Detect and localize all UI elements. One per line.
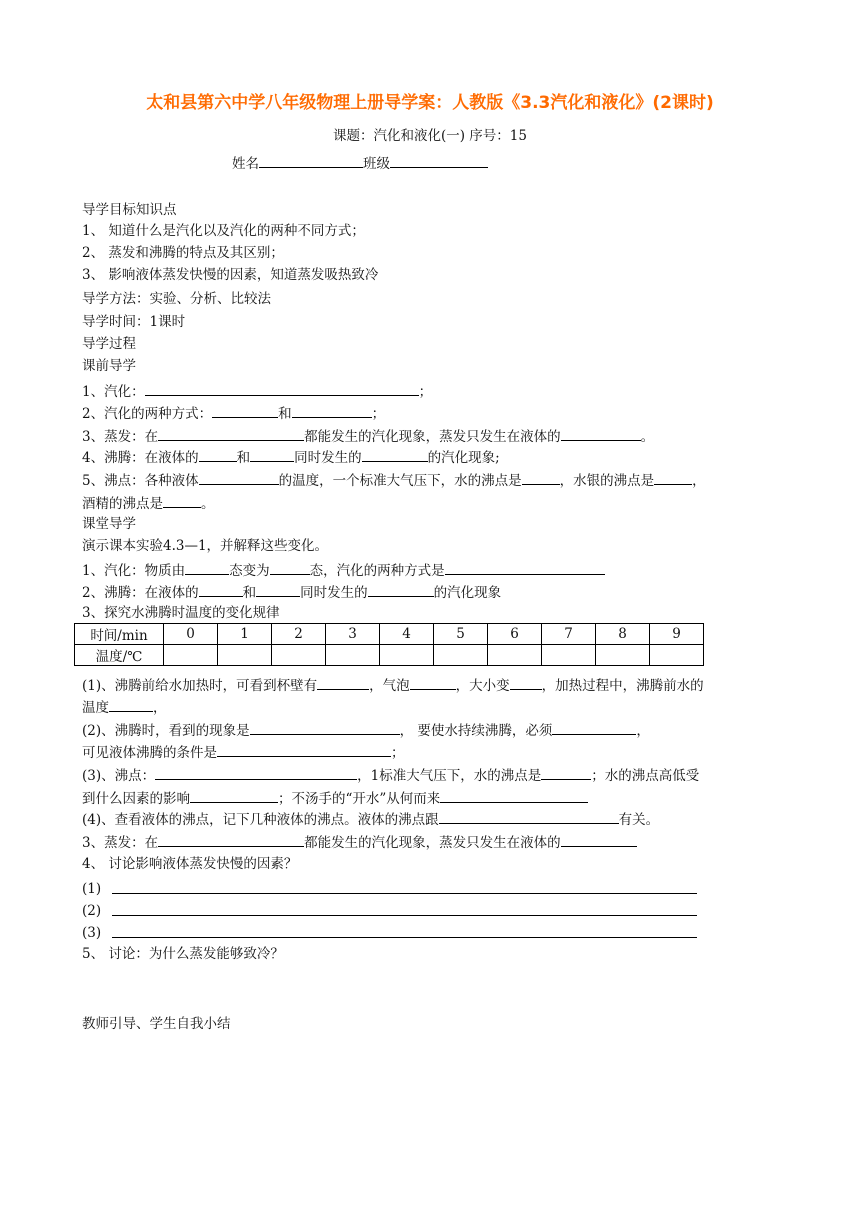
observation-2: (2)、沸腾时，看到的现象是 ， 要使水持续沸腾，必须 ， <box>82 720 650 740</box>
document-title: 太和县第六中学八年级物理上册导学案：人教版《3.3汽化和液化》(2课时) <box>146 93 714 113</box>
class-label: 班级 <box>363 156 390 172</box>
time-header: 时间/min <box>75 624 164 645</box>
temperature-cell[interactable] <box>434 645 488 666</box>
answer-blank[interactable] <box>190 788 278 803</box>
answer-blank[interactable] <box>199 447 237 462</box>
time-cell: 9 <box>650 624 704 645</box>
pre-question-5: 5、沸点：各种液体 的温度，一个标准大气压下，水的沸点是 ，水银的沸点是 ， <box>82 470 706 490</box>
time-row <box>75 624 704 645</box>
temperature-cell[interactable] <box>488 645 542 666</box>
answer-blank[interactable] <box>199 582 243 597</box>
boiling-temperature-table <box>74 623 704 666</box>
observation-1-cont: 温度 ， <box>82 697 167 717</box>
demo-instruction: 演示课本实验4.3—1，并解释这些变化。 <box>82 538 329 554</box>
answer-blank[interactable] <box>163 493 201 508</box>
answer-blank[interactable] <box>445 560 605 575</box>
answer-blank[interactable] <box>561 832 637 847</box>
answer-blank[interactable] <box>541 765 591 780</box>
observation-3-cont: 到什么因素的影响 ；不汤手的“开水”从何而来 <box>82 788 588 808</box>
summary: 教师引导、学生自我小结 <box>82 1016 231 1032</box>
answer-line-2[interactable] <box>112 914 697 916</box>
method: 导学方法：实验、分析、比较法 <box>82 291 271 307</box>
time-cell: 4 <box>380 624 434 645</box>
temperature-cell[interactable] <box>380 645 434 666</box>
name-class-line <box>232 152 488 172</box>
answer-blank[interactable] <box>561 426 641 441</box>
answer-blank[interactable] <box>317 675 369 690</box>
temperature-cell[interactable] <box>542 645 596 666</box>
temperature-cell[interactable] <box>326 645 380 666</box>
answer-blank[interactable] <box>217 742 391 757</box>
pre-question-5-cont: 酒精的沸点是 。 <box>82 493 215 513</box>
pre-question-4: 4、沸腾：在液体的 和 同时发生的 的汽化现象; <box>82 447 500 467</box>
time-cell: 2 <box>272 624 326 645</box>
pre-question-3: 3、蒸发：在 都能发生的汽化现象，蒸发只发生在液体的 。 <box>82 426 654 446</box>
pre-class-heading: 课前导学 <box>82 358 136 374</box>
goal-2: 2、 蒸发和沸腾的特点及其区别； <box>82 245 284 261</box>
time-cell: 5 <box>434 624 488 645</box>
observation-4: (4)、查看液体的沸点，记下几种液体的沸点。液体的沸点跟 有关。 <box>82 809 659 829</box>
time: 导学时间：1课时 <box>82 314 186 330</box>
time-cell: 0 <box>164 624 218 645</box>
class-question-2: 2、沸腾：在液体的 和 同时发生的 的汽化现象 <box>82 582 501 602</box>
answer-blank[interactable] <box>145 381 419 396</box>
answer-blank[interactable] <box>109 697 153 712</box>
class-heading: 课堂导学 <box>82 516 136 532</box>
answer-blank[interactable] <box>510 675 542 690</box>
time-cell: 8 <box>596 624 650 645</box>
time-cell: 6 <box>488 624 542 645</box>
answer-blank[interactable] <box>270 560 310 575</box>
answer-blank[interactable] <box>552 720 636 735</box>
class-blank[interactable] <box>390 153 488 168</box>
name-label: 姓名 <box>232 156 259 172</box>
answer-blank[interactable] <box>212 403 278 418</box>
discussion-item-1-label: (1) <box>82 881 102 897</box>
answer-blank[interactable] <box>292 403 372 418</box>
answer-blank[interactable] <box>158 832 304 847</box>
discussion-4: 4、 讨论影响液体蒸发快慢的因素？ <box>82 856 298 872</box>
answer-line-3[interactable] <box>112 936 697 938</box>
observation-3: (3)、沸点： ，1标准大气压下，水的沸点是 ；水的沸点高低受 <box>82 765 699 785</box>
answer-blank[interactable] <box>439 809 619 824</box>
answer-line-1[interactable] <box>112 892 697 894</box>
answer-blank[interactable] <box>362 447 428 462</box>
answer-blank[interactable] <box>256 582 300 597</box>
goal-1: 1、 知道什么是汽化以及汽化的两种不同方式； <box>82 223 365 239</box>
answer-blank[interactable] <box>158 426 304 441</box>
answer-blank[interactable] <box>522 470 560 485</box>
discussion-item-2-label: (2) <box>82 903 102 919</box>
observation-1: (1)、沸腾前给水加热时，可看到杯壁有 ，气泡 ，大小变 ，加热过程中，沸腾前水的 <box>82 675 704 695</box>
observation-2-cont: 可见液体沸腾的条件是 ； <box>82 742 405 762</box>
answer-blank[interactable] <box>185 560 229 575</box>
temperature-cell[interactable] <box>164 645 218 666</box>
temperature-cell[interactable] <box>272 645 326 666</box>
answer-blank[interactable] <box>199 470 279 485</box>
answer-blank[interactable] <box>368 582 434 597</box>
answer-blank[interactable] <box>250 447 294 462</box>
answer-blank[interactable] <box>155 765 357 780</box>
answer-blank[interactable] <box>410 675 456 690</box>
temperature-cell[interactable] <box>650 645 704 666</box>
answer-blank[interactable] <box>654 470 692 485</box>
temperature-cell[interactable] <box>596 645 650 666</box>
time-cell: 7 <box>542 624 596 645</box>
goal-3: 3、 影响液体蒸发快慢的因素，知道蒸发吸热致冷 <box>82 267 379 283</box>
answer-blank[interactable] <box>250 720 400 735</box>
class-question-1: 1、汽化：物质由 态变为 态，汽化的两种方式是 <box>82 560 605 580</box>
name-blank[interactable] <box>259 153 363 168</box>
temperature-row <box>75 645 704 666</box>
pre-question-2: 2、汽化的两种方式： 和 ； <box>82 403 385 423</box>
lesson-subtitle: 课题：汽化和液化(一) 序号：15 <box>332 128 527 144</box>
goals-heading: 导学目标知识点 <box>82 202 177 218</box>
pre-question-1: 1、汽化： ； <box>82 381 432 401</box>
temperature-cell[interactable] <box>218 645 272 666</box>
process-heading: 导学过程 <box>82 336 136 352</box>
time-cell: 1 <box>218 624 272 645</box>
discussion-5: 5、 讨论：为什么蒸发能够致冷？ <box>82 946 284 962</box>
discussion-item-3-label: (3) <box>82 925 102 941</box>
class-question-3: 3、探究水沸腾时温度的变化规律 <box>82 605 280 621</box>
temperature-header: 温度/℃ <box>75 645 164 666</box>
evaporation-question: 3、蒸发：在 都能发生的汽化现象，蒸发只发生在液体的 <box>82 832 637 852</box>
answer-blank[interactable] <box>440 788 588 803</box>
time-cell: 3 <box>326 624 380 645</box>
